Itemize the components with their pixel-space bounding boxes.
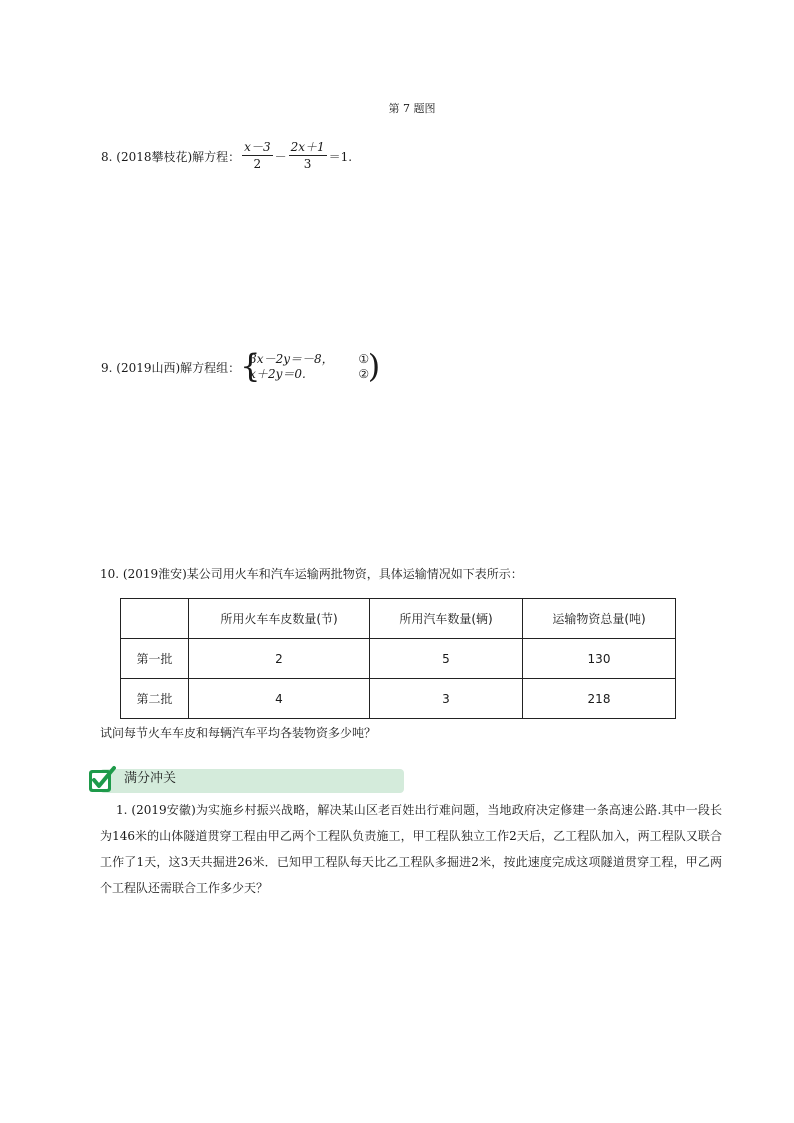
- problem-8: [100, 140, 353, 172]
- problem-10-text: 10. (2019淮安)某公司用火车和汽车运输两批物资，具体运输情况如下表所示：: [100, 567, 523, 581]
- table-row: [121, 679, 676, 719]
- minus-sign: －: [274, 149, 287, 164]
- fraction-2-numerator: 2x＋1: [290, 140, 325, 154]
- check-mark-icon: [88, 765, 116, 793]
- fraction-1-numerator: x－3: [244, 140, 271, 154]
- problem-9: [100, 347, 381, 385]
- table-header-row: [121, 599, 676, 639]
- figure-caption: 第 7 题图: [388, 102, 436, 115]
- table-cell: 218: [523, 679, 676, 719]
- transport-table: [120, 598, 676, 719]
- fraction-1-denominator: 2: [253, 157, 262, 171]
- table-header-cell: [121, 599, 189, 639]
- fraction-2: [289, 140, 327, 172]
- table-cell: 4: [189, 679, 370, 719]
- fraction-1: [242, 140, 272, 172]
- equation-2-marker: ②: [358, 367, 370, 381]
- equation-row-1: [249, 352, 369, 367]
- equation-1: 3x－2y＝－8，: [249, 352, 334, 366]
- equation-system: [240, 347, 381, 385]
- right-paren: ): [367, 347, 381, 385]
- table-cell: 3: [370, 679, 523, 719]
- equation-2: x＋2y＝0.: [249, 367, 306, 381]
- table-cell: 130: [523, 639, 676, 679]
- table-cell: 2: [189, 639, 370, 679]
- section-title: 满分冲关: [124, 771, 177, 786]
- equation-1-marker: ①: [358, 352, 370, 366]
- equation-row-2: [249, 367, 369, 382]
- table-row: [121, 639, 676, 679]
- table-cell: 第二批: [121, 679, 189, 719]
- problem-8-prefix: 8. (2018攀枝花)解方程：: [101, 149, 241, 164]
- problem-10-question: 试问每节火车车皮和每辆汽车平均各装物资多少吨？: [100, 726, 377, 740]
- section-banner: [88, 767, 404, 793]
- table-cell: 5: [370, 639, 523, 679]
- table-cell: 第一批: [121, 639, 189, 679]
- challenge-problem-1: 1. (2019安徽)为实施乡村振兴战略，解决某山区老百姓出行难问题，当地政府决定修建一条高速公路.其中一段长为146米的山体隧道贯穿工程由甲乙两个工程队负责施工，甲工程队独立工作2天后，乙工程队加入，两工程队又联合工作了1天，这3天共掘进26米．已知甲工程队每天比乙工程队多掘进2米，按此速度完成这项隧道贯穿工程，甲乙两个工程队还需联合工作多少天？: [100, 803, 722, 895]
- table-header-cell: 所用汽车数量(辆): [370, 599, 523, 639]
- problem-9-prefix: 9. (2019山西)解方程组：: [101, 360, 241, 375]
- table-header-cell: 运输物资总量(吨): [523, 599, 676, 639]
- table-header-cell: 所用火车车皮数量(节): [189, 599, 370, 639]
- left-brace: {: [240, 347, 261, 385]
- equation-rhs: ＝1.: [328, 149, 353, 164]
- fraction-2-denominator: 3: [303, 157, 312, 171]
